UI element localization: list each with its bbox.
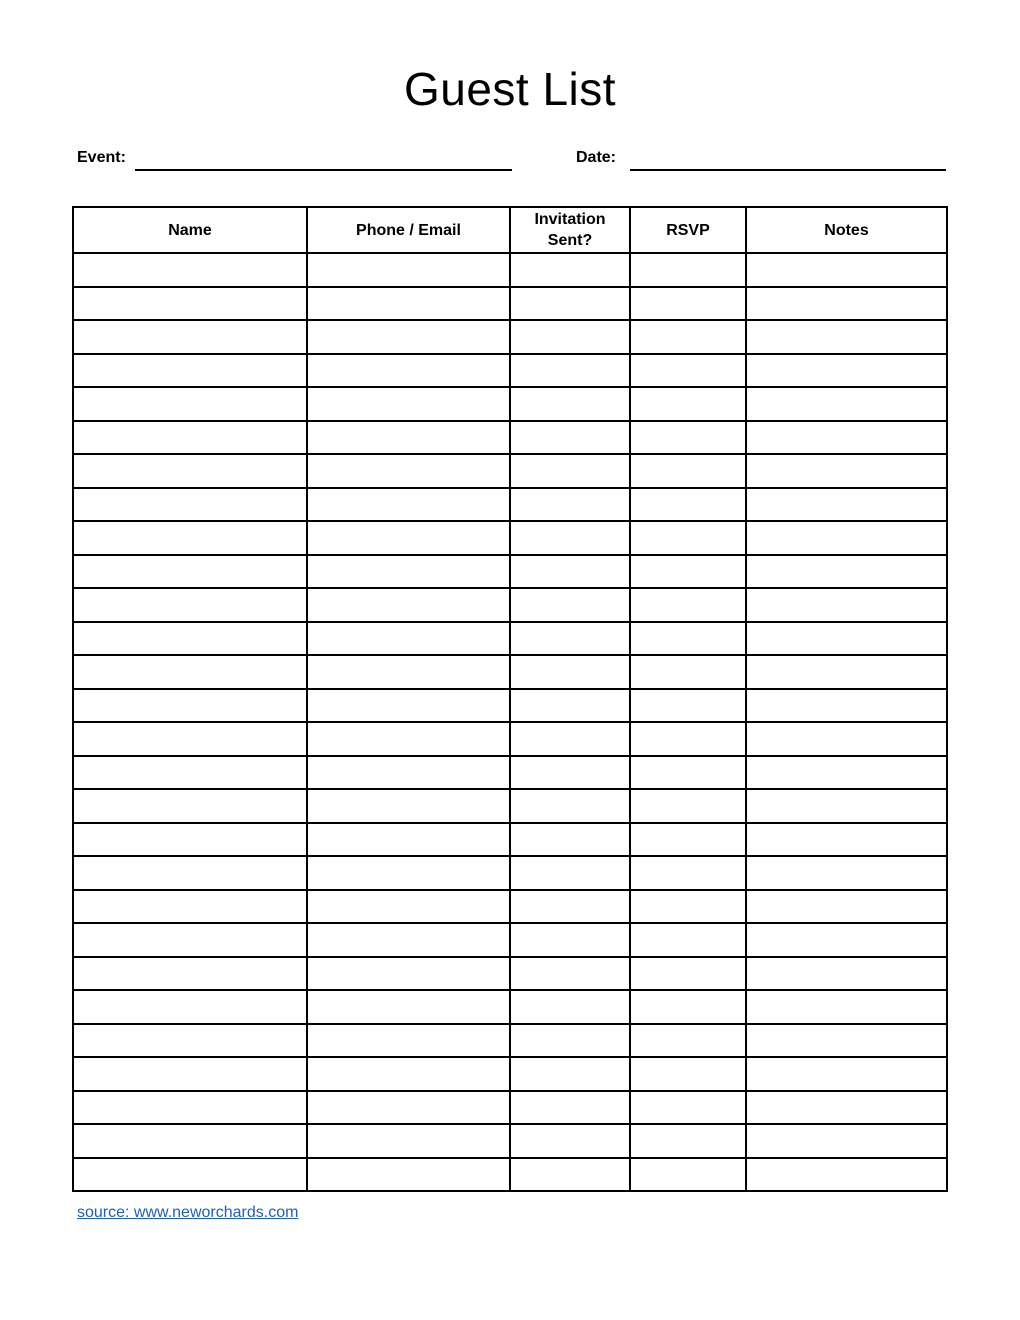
table-row bbox=[73, 1057, 947, 1091]
table-row bbox=[73, 1091, 947, 1125]
cell-name[interactable] bbox=[73, 622, 307, 656]
table-row bbox=[73, 990, 947, 1024]
cell-phone-email[interactable] bbox=[307, 253, 510, 287]
table-row bbox=[73, 756, 947, 790]
cell-rsvp[interactable] bbox=[630, 488, 746, 522]
cell-phone-email[interactable] bbox=[307, 1124, 510, 1158]
cell-phone-email[interactable] bbox=[307, 1057, 510, 1091]
cell-rsvp[interactable] bbox=[630, 1091, 746, 1125]
cell-notes[interactable] bbox=[746, 957, 947, 991]
cell-rsvp[interactable] bbox=[630, 588, 746, 622]
cell-phone-email[interactable] bbox=[307, 923, 510, 957]
cell-name[interactable] bbox=[73, 1057, 307, 1091]
cell-invitation-sent[interactable] bbox=[510, 957, 630, 991]
cell-phone-email[interactable] bbox=[307, 354, 510, 388]
cell-notes[interactable] bbox=[746, 588, 947, 622]
cell-name[interactable] bbox=[73, 1158, 307, 1192]
table-row bbox=[73, 722, 947, 756]
cell-notes[interactable] bbox=[746, 253, 947, 287]
cell-name[interactable] bbox=[73, 521, 307, 555]
cell-name[interactable] bbox=[73, 1091, 307, 1125]
cell-invitation-sent[interactable] bbox=[510, 756, 630, 790]
cell-rsvp[interactable] bbox=[630, 320, 746, 354]
cell-rsvp[interactable] bbox=[630, 1057, 746, 1091]
cell-notes[interactable] bbox=[746, 555, 947, 589]
cell-invitation-sent[interactable] bbox=[510, 488, 630, 522]
column-header-name: Name bbox=[73, 207, 307, 253]
cell-phone-email[interactable] bbox=[307, 856, 510, 890]
table-row bbox=[73, 387, 947, 421]
table-row bbox=[73, 253, 947, 287]
cell-name[interactable] bbox=[73, 555, 307, 589]
cell-name[interactable] bbox=[73, 454, 307, 488]
table-row bbox=[73, 622, 947, 656]
cell-notes[interactable] bbox=[746, 320, 947, 354]
cell-rsvp[interactable] bbox=[630, 1158, 746, 1192]
table-row bbox=[73, 354, 947, 388]
cell-invitation-sent[interactable] bbox=[510, 890, 630, 924]
cell-invitation-sent[interactable] bbox=[510, 990, 630, 1024]
cell-notes[interactable] bbox=[746, 923, 947, 957]
cell-notes[interactable] bbox=[746, 990, 947, 1024]
cell-invitation-sent[interactable] bbox=[510, 655, 630, 689]
table-row bbox=[73, 421, 947, 455]
cell-name[interactable] bbox=[73, 421, 307, 455]
cell-invitation-sent[interactable] bbox=[510, 1024, 630, 1058]
cell-invitation-sent[interactable] bbox=[510, 421, 630, 455]
cell-name[interactable] bbox=[73, 354, 307, 388]
cell-notes[interactable] bbox=[746, 756, 947, 790]
table-row bbox=[73, 923, 947, 957]
cell-phone-email[interactable] bbox=[307, 990, 510, 1024]
cell-rsvp[interactable] bbox=[630, 622, 746, 656]
cell-phone-email[interactable] bbox=[307, 521, 510, 555]
cell-notes[interactable] bbox=[746, 354, 947, 388]
cell-name[interactable] bbox=[73, 990, 307, 1024]
cell-notes[interactable] bbox=[746, 488, 947, 522]
page-title: Guest List bbox=[403, 63, 617, 115]
cell-invitation-sent[interactable] bbox=[510, 555, 630, 589]
cell-rsvp[interactable] bbox=[630, 1124, 746, 1158]
cell-notes[interactable] bbox=[746, 655, 947, 689]
cell-phone-email[interactable] bbox=[307, 823, 510, 857]
cell-notes[interactable] bbox=[746, 521, 947, 555]
cell-invitation-sent[interactable] bbox=[510, 1057, 630, 1091]
cell-rsvp[interactable] bbox=[630, 957, 746, 991]
column-header-rsvp: RSVP bbox=[630, 207, 746, 253]
cell-invitation-sent[interactable] bbox=[510, 923, 630, 957]
cell-notes[interactable] bbox=[746, 1158, 947, 1192]
column-header-notes: Notes bbox=[746, 207, 947, 253]
cell-notes[interactable] bbox=[746, 387, 947, 421]
cell-notes[interactable] bbox=[746, 622, 947, 656]
cell-invitation-sent[interactable] bbox=[510, 287, 630, 321]
table-row bbox=[73, 957, 947, 991]
cell-rsvp[interactable] bbox=[630, 421, 746, 455]
cell-phone-email[interactable] bbox=[307, 287, 510, 321]
cell-rsvp[interactable] bbox=[630, 253, 746, 287]
cell-phone-email[interactable] bbox=[307, 1158, 510, 1192]
table-row bbox=[73, 320, 947, 354]
cell-rsvp[interactable] bbox=[630, 689, 746, 723]
cell-notes[interactable] bbox=[746, 890, 947, 924]
cell-rsvp[interactable] bbox=[630, 521, 746, 555]
cell-invitation-sent[interactable] bbox=[510, 354, 630, 388]
table-row bbox=[73, 1158, 947, 1192]
table-row bbox=[73, 555, 947, 589]
cell-name[interactable] bbox=[73, 1124, 307, 1158]
cell-name[interactable] bbox=[73, 253, 307, 287]
cell-phone-email[interactable] bbox=[307, 588, 510, 622]
table-row bbox=[73, 588, 947, 622]
date-input-line[interactable] bbox=[630, 169, 946, 171]
cell-name[interactable] bbox=[73, 387, 307, 421]
cell-phone-email[interactable] bbox=[307, 722, 510, 756]
table-row bbox=[73, 890, 947, 924]
table-row bbox=[73, 856, 947, 890]
cell-invitation-sent[interactable] bbox=[510, 622, 630, 656]
cell-notes[interactable] bbox=[746, 287, 947, 321]
cell-rsvp[interactable] bbox=[630, 856, 746, 890]
cell-invitation-sent[interactable] bbox=[510, 387, 630, 421]
column-header-phone-email: Phone / Email bbox=[307, 207, 510, 253]
cell-notes[interactable] bbox=[746, 1057, 947, 1091]
cell-invitation-sent[interactable] bbox=[510, 320, 630, 354]
cell-rsvp[interactable] bbox=[630, 387, 746, 421]
table-row bbox=[73, 287, 947, 321]
cell-invitation-sent[interactable] bbox=[510, 856, 630, 890]
cell-phone-email[interactable] bbox=[307, 622, 510, 656]
cell-notes[interactable] bbox=[746, 1091, 947, 1125]
cell-phone-email[interactable] bbox=[307, 387, 510, 421]
cell-phone-email[interactable] bbox=[307, 957, 510, 991]
cell-invitation-sent[interactable] bbox=[510, 689, 630, 723]
cell-rsvp[interactable] bbox=[630, 454, 746, 488]
cell-notes[interactable] bbox=[746, 689, 947, 723]
cell-rsvp[interactable] bbox=[630, 890, 746, 924]
cell-phone-email[interactable] bbox=[307, 756, 510, 790]
cell-phone-email[interactable] bbox=[307, 1024, 510, 1058]
table-row bbox=[73, 789, 947, 823]
cell-name[interactable] bbox=[73, 823, 307, 857]
cell-phone-email[interactable] bbox=[307, 689, 510, 723]
cell-name[interactable] bbox=[73, 789, 307, 823]
column-header-invitation-sent: Invitation Sent? bbox=[510, 207, 630, 253]
cell-notes[interactable] bbox=[746, 454, 947, 488]
cell-name[interactable] bbox=[73, 756, 307, 790]
cell-rsvp[interactable] bbox=[630, 655, 746, 689]
cell-notes[interactable] bbox=[746, 823, 947, 857]
cell-phone-email[interactable] bbox=[307, 1091, 510, 1125]
cell-invitation-sent[interactable] bbox=[510, 1158, 630, 1192]
guest-table-body bbox=[73, 253, 947, 1191]
cell-phone-email[interactable] bbox=[307, 655, 510, 689]
cell-phone-email[interactable] bbox=[307, 454, 510, 488]
table-row bbox=[73, 1024, 947, 1058]
cell-name[interactable] bbox=[73, 488, 307, 522]
cell-name[interactable] bbox=[73, 923, 307, 957]
cell-rsvp[interactable] bbox=[630, 756, 746, 790]
source-link[interactable]: source: www.neworchards.com bbox=[77, 1204, 299, 1221]
cell-notes[interactable] bbox=[746, 1124, 947, 1158]
cell-rsvp[interactable] bbox=[630, 923, 746, 957]
cell-name[interactable] bbox=[73, 320, 307, 354]
cell-phone-email[interactable] bbox=[307, 890, 510, 924]
cell-notes[interactable] bbox=[746, 722, 947, 756]
cell-name[interactable] bbox=[73, 890, 307, 924]
cell-notes[interactable] bbox=[746, 789, 947, 823]
cell-rsvp[interactable] bbox=[630, 823, 746, 857]
cell-name[interactable] bbox=[73, 655, 307, 689]
cell-notes[interactable] bbox=[746, 421, 947, 455]
cell-rsvp[interactable] bbox=[630, 287, 746, 321]
table-row bbox=[73, 689, 947, 723]
cell-name[interactable] bbox=[73, 856, 307, 890]
cell-invitation-sent[interactable] bbox=[510, 789, 630, 823]
cell-phone-email[interactable] bbox=[307, 789, 510, 823]
guest-table bbox=[72, 206, 948, 1192]
table-row bbox=[73, 1124, 947, 1158]
cell-invitation-sent[interactable] bbox=[510, 1124, 630, 1158]
table-row bbox=[73, 521, 947, 555]
date-label: Date: bbox=[576, 149, 617, 166]
cell-rsvp[interactable] bbox=[630, 555, 746, 589]
cell-name[interactable] bbox=[73, 287, 307, 321]
table-row bbox=[73, 655, 947, 689]
cell-rsvp[interactable] bbox=[630, 354, 746, 388]
cell-invitation-sent[interactable] bbox=[510, 253, 630, 287]
cell-notes[interactable] bbox=[746, 856, 947, 890]
cell-name[interactable] bbox=[73, 1024, 307, 1058]
cell-rsvp[interactable] bbox=[630, 789, 746, 823]
cell-invitation-sent[interactable] bbox=[510, 1091, 630, 1125]
cell-rsvp[interactable] bbox=[630, 1024, 746, 1058]
table-row bbox=[73, 454, 947, 488]
cell-phone-email[interactable] bbox=[307, 555, 510, 589]
cell-name[interactable] bbox=[73, 588, 307, 622]
cell-phone-email[interactable] bbox=[307, 421, 510, 455]
cell-phone-email[interactable] bbox=[307, 320, 510, 354]
cell-name[interactable] bbox=[73, 957, 307, 991]
cell-rsvp[interactable] bbox=[630, 722, 746, 756]
cell-invitation-sent[interactable] bbox=[510, 454, 630, 488]
cell-rsvp[interactable] bbox=[630, 990, 746, 1024]
cell-name[interactable] bbox=[73, 689, 307, 723]
cell-invitation-sent[interactable] bbox=[510, 823, 630, 857]
cell-notes[interactable] bbox=[746, 1024, 947, 1058]
cell-invitation-sent[interactable] bbox=[510, 722, 630, 756]
cell-invitation-sent[interactable] bbox=[510, 588, 630, 622]
event-label: Event: bbox=[77, 149, 126, 166]
table-row bbox=[73, 488, 947, 522]
table-row bbox=[73, 823, 947, 857]
event-input-line[interactable] bbox=[135, 169, 512, 171]
table-header-row bbox=[73, 207, 947, 253]
cell-name[interactable] bbox=[73, 722, 307, 756]
cell-invitation-sent[interactable] bbox=[510, 521, 630, 555]
cell-phone-email[interactable] bbox=[307, 488, 510, 522]
